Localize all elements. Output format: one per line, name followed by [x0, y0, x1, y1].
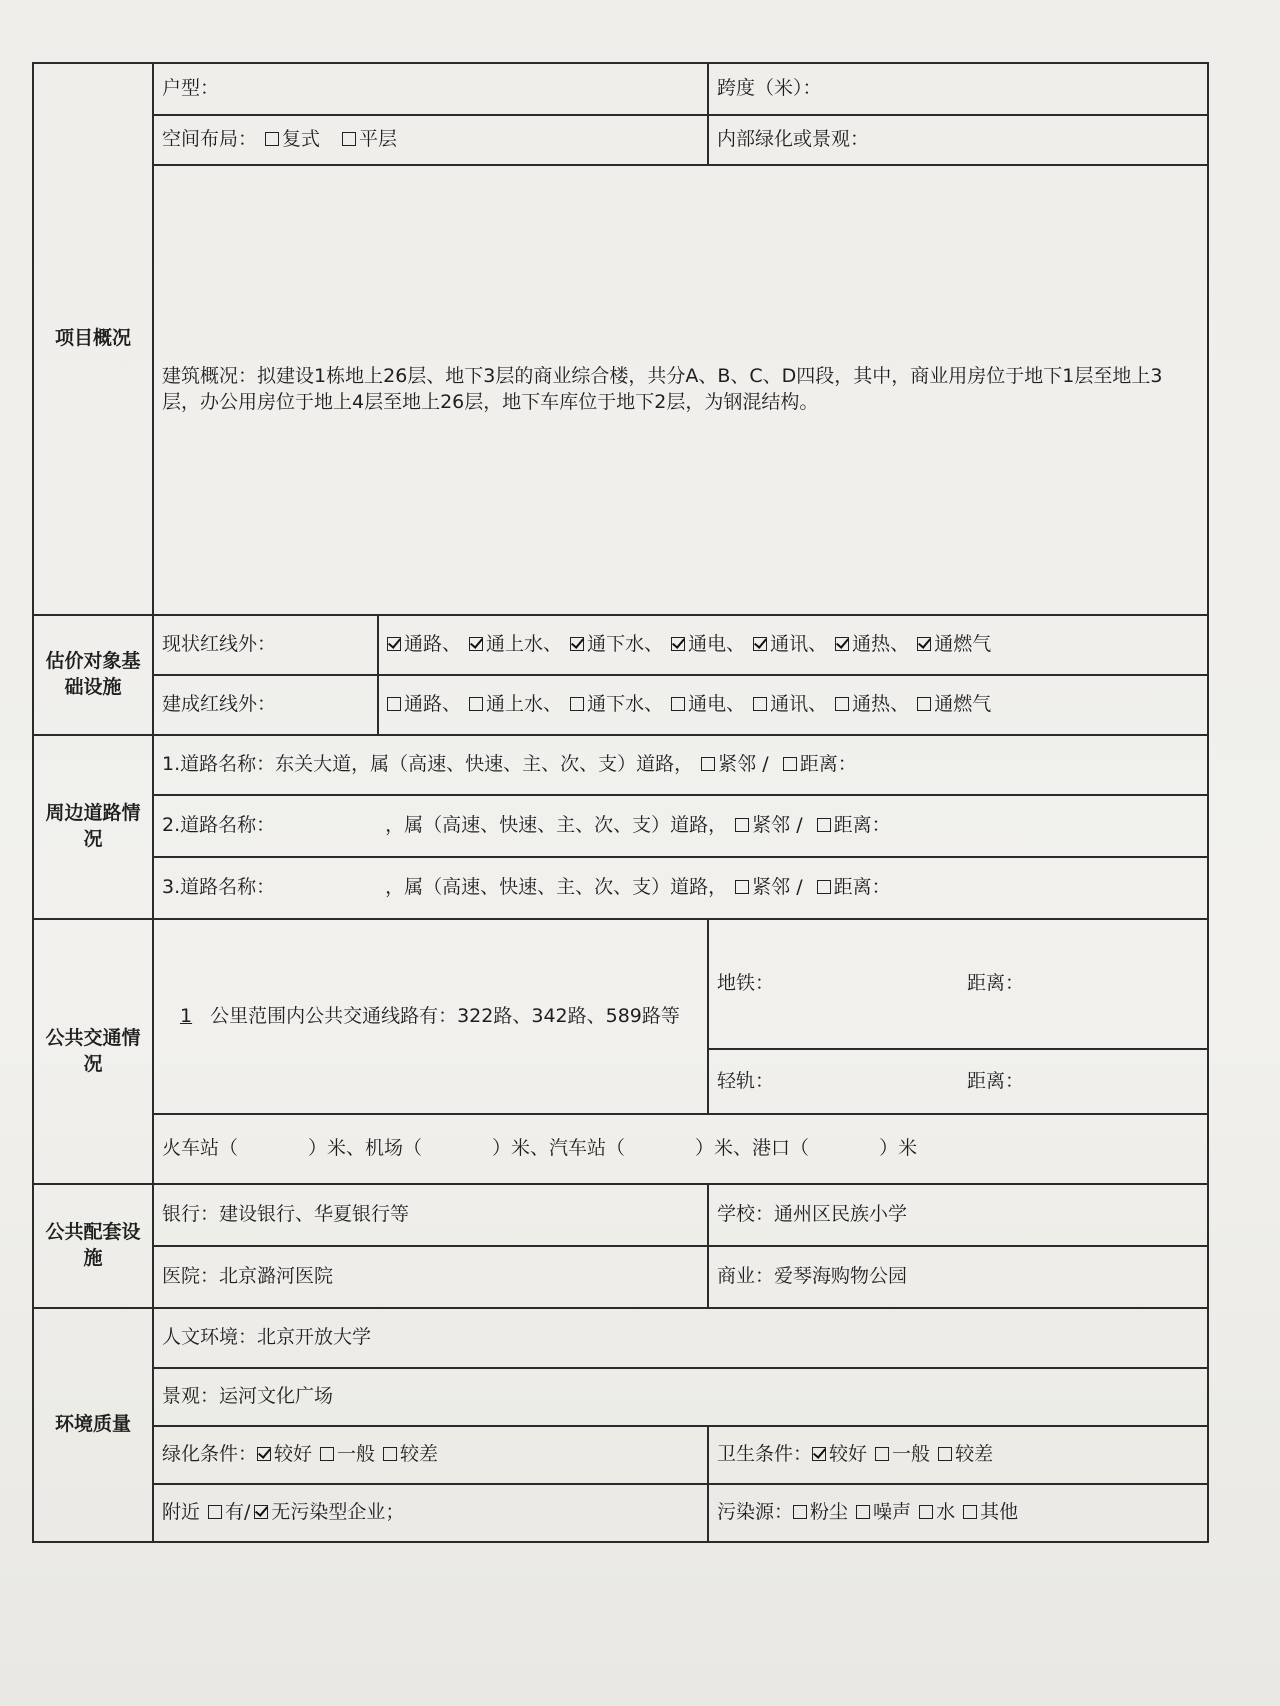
meter-unit: ）米 — [879, 1137, 918, 1160]
checkbox-icon[interactable] — [570, 697, 584, 711]
checked-box-icon[interactable] — [469, 637, 483, 651]
section-public-facilities: 公共配套设施 — [33, 1184, 153, 1308]
greening-label: 绿化条件： — [162, 1443, 258, 1466]
infra-item: 通路 — [404, 693, 443, 716]
checkbox-icon[interactable] — [963, 1505, 977, 1519]
section-infrastructure: 估价对象基础设施 — [33, 615, 153, 735]
infra-item: 通讯 — [770, 693, 809, 716]
checkbox-icon[interactable] — [208, 1505, 222, 1519]
checked-box-icon[interactable] — [387, 637, 401, 651]
sanitation-condition-field — [708, 1426, 1208, 1484]
pollution-option: 噪声 — [873, 1501, 912, 1524]
sanitation-option: 一般 — [892, 1443, 931, 1466]
layout-option-flat: 平层 — [359, 128, 398, 151]
pollution-label: 污染源： — [717, 1501, 794, 1524]
light-rail-field[interactable] — [708, 1049, 1208, 1114]
landscape-field[interactable]: 景观：运河文化广场 — [153, 1368, 1208, 1426]
nearby-option: 无污染型企业； — [271, 1501, 405, 1524]
infra-item: 通路 — [404, 633, 443, 656]
bus-station-label: ）米、汽车站（ — [492, 1137, 626, 1160]
checkbox-icon[interactable] — [793, 1505, 807, 1519]
checked-box-icon[interactable] — [917, 637, 931, 651]
road-distance: 距离： — [799, 753, 857, 776]
checkbox-icon[interactable] — [735, 880, 749, 894]
checkbox-icon[interactable] — [875, 1447, 889, 1461]
infra-item: 通电 — [688, 693, 727, 716]
infra-item: 通下水 — [587, 693, 645, 716]
checked-box-icon[interactable] — [254, 1505, 268, 1519]
checkbox-icon[interactable] — [671, 697, 685, 711]
infra-item: 通热 — [852, 693, 891, 716]
road-adjacent: 紧邻 — [752, 876, 791, 899]
greening-condition-field — [153, 1426, 708, 1484]
port-label: ）米、港口（ — [695, 1137, 810, 1160]
pollution-source-field — [708, 1484, 1208, 1542]
checkbox-icon[interactable] — [342, 132, 356, 146]
road-adjacent: 紧邻 — [752, 814, 791, 837]
checkbox-icon[interactable] — [783, 757, 797, 771]
building-overview-label: 建筑概况： — [162, 365, 258, 388]
school-field[interactable]: 学校：通州区民族小学 — [708, 1184, 1208, 1246]
checkbox-icon[interactable] — [265, 132, 279, 146]
checked-box-icon[interactable] — [570, 637, 584, 651]
separator: / — [762, 753, 769, 776]
nearby-option: 有/ — [225, 1501, 251, 1524]
current-redline-options: 通路、 通上水、 通下水、 通电、 通讯、 通热、 通燃气 — [378, 615, 1208, 675]
bank-field[interactable]: 银行：建设银行、华夏银行等 — [153, 1184, 708, 1246]
appraisal-form-table — [32, 62, 1209, 1543]
hospital-field[interactable]: 医院：北京潞河医院 — [153, 1246, 708, 1308]
checkbox-icon[interactable] — [387, 697, 401, 711]
road-class: ，属（高速、快速、主、次、支）道路， — [351, 753, 694, 776]
road-row[interactable] — [153, 735, 1208, 795]
infra-item: 通电 — [688, 633, 727, 656]
road-prefix: 3.道路名称： — [162, 876, 276, 899]
infra-item: 通热 — [852, 633, 891, 656]
pollution-option: 水 — [936, 1501, 956, 1524]
checked-box-icon[interactable] — [753, 637, 767, 651]
road-adjacent: 紧邻 — [718, 753, 757, 776]
checked-box-icon[interactable] — [257, 1447, 271, 1461]
building-overview-text: 拟建设1栋地上26层、地下3层的商业综合楼，共分A、B、C、D四段，其中，商业用房位于地下1层至地上3层，办公用房位于地上4层至地上26层，地下车库位于地下2层，为钢混结构。 — [162, 365, 1163, 413]
stations-distance-row[interactable] — [153, 1114, 1208, 1184]
pollution-option: 粉尘 — [810, 1501, 849, 1524]
section-public-transit: 公共交通情况 — [33, 919, 153, 1184]
infra-item: 通上水 — [486, 633, 544, 656]
subway-distance-label: 距离： — [967, 972, 1025, 995]
sanitation-option: 较差 — [955, 1443, 994, 1466]
road-row[interactable] — [153, 857, 1208, 919]
nearby-label: 附近 — [162, 1501, 201, 1524]
checkbox-icon[interactable] — [919, 1505, 933, 1519]
span-field[interactable]: 跨度（米）： — [708, 63, 1208, 115]
separator: / — [796, 876, 803, 899]
cultural-environment-field[interactable]: 人文环境：北京开放大学 — [153, 1308, 1208, 1368]
built-redline-label: 建成红线外： — [153, 675, 378, 735]
checkbox-icon[interactable] — [835, 697, 849, 711]
road-class: ，属（高速、快速、主、次、支）道路， — [385, 814, 728, 837]
checked-box-icon[interactable] — [812, 1447, 826, 1461]
checkbox-icon[interactable] — [469, 697, 483, 711]
infra-item: 通下水 — [587, 633, 645, 656]
infra-item: 通讯 — [770, 633, 809, 656]
section-surrounding-roads: 周边道路情况 — [33, 735, 153, 919]
checkbox-icon[interactable] — [938, 1447, 952, 1461]
current-redline-label: 现状红线外： — [153, 615, 378, 675]
nearby-pollution-field — [153, 1484, 708, 1542]
unit-type-field[interactable]: 户型： — [153, 63, 708, 115]
building-overview-field[interactable] — [153, 165, 1208, 615]
infra-item: 通燃气 — [934, 633, 992, 656]
light-rail-distance-label: 距离： — [967, 1069, 1025, 1092]
subway-field[interactable] — [708, 919, 1208, 1049]
checkbox-icon[interactable] — [320, 1447, 334, 1461]
sanitation-label: 卫生条件： — [717, 1443, 813, 1466]
light-rail-label: 轻轨： — [717, 1069, 775, 1092]
section-environment-quality: 环境质量 — [33, 1308, 153, 1542]
checkbox-icon[interactable] — [383, 1447, 397, 1461]
road-distance: 距离： — [833, 814, 891, 837]
layout-option-duplex: 复式 — [282, 128, 321, 151]
separator: / — [796, 814, 803, 837]
road-prefix: 2.道路名称： — [162, 814, 276, 837]
road-name: 东关大道 — [275, 753, 352, 776]
checkbox-icon[interactable] — [701, 757, 715, 771]
checkbox-icon[interactable] — [817, 880, 831, 894]
train-station-label: 火车站（ — [162, 1137, 239, 1160]
pollution-option: 其他 — [980, 1501, 1019, 1524]
section-project-overview: 项目概况 — [33, 63, 153, 615]
bus-lines-text: 公里范围内公共交通线路有：322路、342路、589路等 — [210, 1004, 680, 1027]
greening-option: 较差 — [400, 1443, 439, 1466]
checkbox-icon[interactable] — [856, 1505, 870, 1519]
checkbox-icon[interactable] — [817, 818, 831, 832]
sanitation-option: 较好 — [829, 1443, 868, 1466]
greening-option: 一般 — [337, 1443, 376, 1466]
road-distance: 距离： — [833, 876, 891, 899]
checked-box-icon[interactable] — [671, 637, 685, 651]
checkbox-icon[interactable] — [753, 697, 767, 711]
built-redline-options: 通路、 通上水、 通下水、 通电、 通讯、 通热、 通燃气 — [378, 675, 1208, 735]
road-class: ，属（高速、快速、主、次、支）道路， — [385, 876, 728, 899]
checked-box-icon[interactable] — [835, 637, 849, 651]
road-prefix: 1.道路名称： — [162, 753, 276, 776]
infra-item: 通燃气 — [934, 693, 992, 716]
greening-option: 较好 — [274, 1443, 313, 1466]
bus-lines-field[interactable] — [153, 919, 708, 1114]
commerce-field[interactable]: 商业：爱琴海购物公园 — [708, 1246, 1208, 1308]
interior-greening-field[interactable]: 内部绿化或景观： — [708, 115, 1208, 165]
subway-label: 地铁： — [717, 972, 775, 995]
space-layout-field — [153, 115, 708, 165]
infra-item: 通上水 — [486, 693, 544, 716]
bus-range-km: 1 — [180, 1004, 193, 1027]
checkbox-icon[interactable] — [735, 818, 749, 832]
road-row[interactable] — [153, 795, 1208, 857]
space-layout-label: 空间布局： — [162, 128, 258, 151]
checkbox-icon[interactable] — [917, 697, 931, 711]
airport-label: ）米、机场（ — [308, 1137, 423, 1160]
